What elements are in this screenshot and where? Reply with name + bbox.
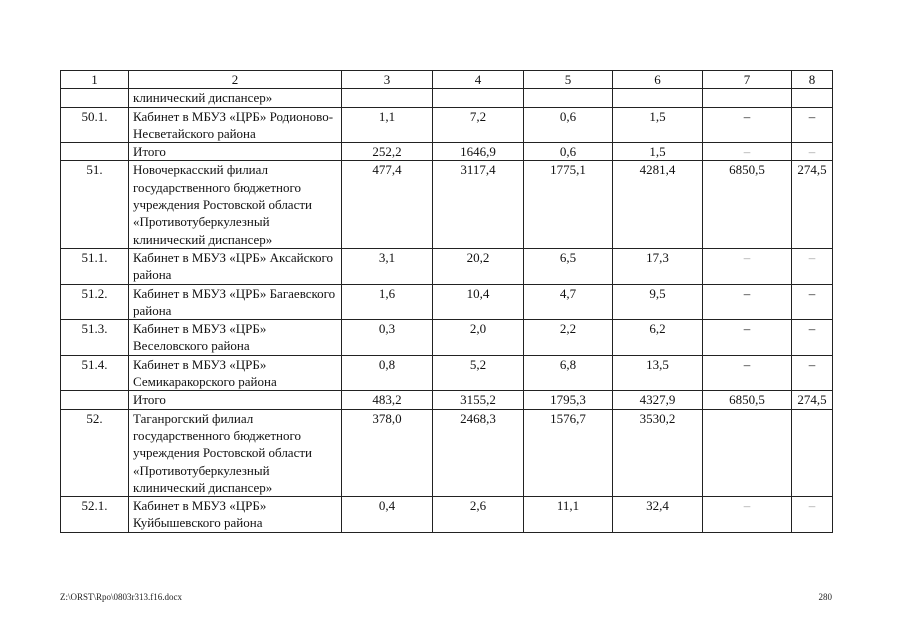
row-number-cell: 52.1. [61, 497, 129, 533]
row-number-cell: 51. [61, 161, 129, 248]
value-cell: 6,5 [524, 248, 613, 284]
name-cell: клинический диспансер» [129, 89, 342, 107]
table-row [61, 248, 833, 284]
header-cell: 3 [342, 71, 433, 89]
header-row [61, 71, 833, 89]
table-row [61, 320, 833, 356]
value-cell: 1,5 [613, 143, 703, 161]
value-cell: 4327,9 [613, 391, 703, 409]
row-number-cell: 51.3. [61, 320, 129, 356]
value-cell [433, 89, 524, 107]
value-cell: 0,6 [524, 107, 613, 143]
name-cell: Итого [129, 391, 342, 409]
table-row [61, 284, 833, 320]
value-cell: 7,2 [433, 107, 524, 143]
value-cell: – [703, 284, 792, 320]
value-cell: – [792, 107, 833, 143]
row-number-cell [61, 143, 129, 161]
value-cell [342, 89, 433, 107]
value-cell: – [703, 355, 792, 391]
value-cell: – [792, 497, 833, 533]
value-cell: 10,4 [433, 284, 524, 320]
name-cell: Новочеркасский филиал государственного бюджетного учреждения Ростовской области «Противотуберкулезный клинический диспансер» [129, 161, 342, 248]
table-row [61, 89, 833, 107]
value-cell: 2,6 [433, 497, 524, 533]
value-cell: 3155,2 [433, 391, 524, 409]
name-cell: Кабинет в МБУЗ «ЦРБ» Семикаракорского района [129, 355, 342, 391]
value-cell: 4,7 [524, 284, 613, 320]
name-cell: Кабинет в МБУЗ «ЦРБ» Родионово-Несветайского района [129, 107, 342, 143]
value-cell: 2468,3 [433, 409, 524, 496]
value-cell: 0,4 [342, 497, 433, 533]
value-cell: 1,5 [613, 107, 703, 143]
header-cell: 2 [129, 71, 342, 89]
value-cell: 378,0 [342, 409, 433, 496]
value-cell: 3117,4 [433, 161, 524, 248]
value-cell: 483,2 [342, 391, 433, 409]
header-cell: 6 [613, 71, 703, 89]
value-cell: 1,1 [342, 107, 433, 143]
table-row [61, 409, 833, 496]
value-cell: – [792, 355, 833, 391]
value-cell: 274,5 [792, 391, 833, 409]
value-cell: 477,4 [342, 161, 433, 248]
value-cell: – [703, 107, 792, 143]
value-cell: 6,2 [613, 320, 703, 356]
value-cell: – [792, 248, 833, 284]
value-cell: 6850,5 [703, 391, 792, 409]
value-cell: 4281,4 [613, 161, 703, 248]
value-cell [524, 89, 613, 107]
data-table [60, 70, 833, 533]
value-cell: – [792, 284, 833, 320]
value-cell: 1795,3 [524, 391, 613, 409]
value-cell: 5,2 [433, 355, 524, 391]
header-cell: 7 [703, 71, 792, 89]
header-cell: 5 [524, 71, 613, 89]
value-cell: 11,1 [524, 497, 613, 533]
row-number-cell [61, 89, 129, 107]
value-cell: – [703, 143, 792, 161]
value-cell: – [703, 320, 792, 356]
value-cell: 1775,1 [524, 161, 613, 248]
row-number-cell: 50.1. [61, 107, 129, 143]
value-cell [792, 89, 833, 107]
value-cell: 2,2 [524, 320, 613, 356]
page-number: 280 [818, 592, 832, 602]
table-row [61, 161, 833, 248]
row-number-cell: 51.4. [61, 355, 129, 391]
header-cell: 8 [792, 71, 833, 89]
value-cell [703, 409, 792, 496]
value-cell: 13,5 [613, 355, 703, 391]
name-cell: Таганрогский филиал государственного бюджетного учреждения Ростовской области «Противотуберкулезный клинический диспансер» [129, 409, 342, 496]
row-number-cell: 51.1. [61, 248, 129, 284]
total-row [61, 391, 833, 409]
value-cell: 17,3 [613, 248, 703, 284]
table-row [61, 497, 833, 533]
value-cell: 2,0 [433, 320, 524, 356]
value-cell: 252,2 [342, 143, 433, 161]
total-row [61, 143, 833, 161]
row-number-cell: 52. [61, 409, 129, 496]
header-cell: 1 [61, 71, 129, 89]
value-cell: 3,1 [342, 248, 433, 284]
value-cell: – [792, 320, 833, 356]
value-cell: – [703, 497, 792, 533]
footer-file-path: Z:\ORST\Rpo\0803r313.f16.docx [60, 592, 182, 602]
table-row [61, 355, 833, 391]
value-cell: – [703, 248, 792, 284]
value-cell: 6850,5 [703, 161, 792, 248]
value-cell: 9,5 [613, 284, 703, 320]
value-cell [792, 409, 833, 496]
value-cell: 1576,7 [524, 409, 613, 496]
value-cell: 274,5 [792, 161, 833, 248]
value-cell: 0,6 [524, 143, 613, 161]
name-cell: Итого [129, 143, 342, 161]
header-cell: 4 [433, 71, 524, 89]
name-cell: Кабинет в МБУЗ «ЦРБ» Багаевского района [129, 284, 342, 320]
value-cell: 1,6 [342, 284, 433, 320]
value-cell: 6,8 [524, 355, 613, 391]
value-cell: – [792, 143, 833, 161]
name-cell: Кабинет в МБУЗ «ЦРБ» Аксайского района [129, 248, 342, 284]
value-cell [613, 89, 703, 107]
value-cell [703, 89, 792, 107]
value-cell: 20,2 [433, 248, 524, 284]
value-cell: 1646,9 [433, 143, 524, 161]
row-number-cell [61, 391, 129, 409]
row-number-cell: 51.2. [61, 284, 129, 320]
value-cell: 0,3 [342, 320, 433, 356]
name-cell: Кабинет в МБУЗ «ЦРБ» Куйбышевского района [129, 497, 342, 533]
name-cell: Кабинет в МБУЗ «ЦРБ» Веселовского района [129, 320, 342, 356]
value-cell: 32,4 [613, 497, 703, 533]
table-row [61, 107, 833, 143]
value-cell: 3530,2 [613, 409, 703, 496]
value-cell: 0,8 [342, 355, 433, 391]
